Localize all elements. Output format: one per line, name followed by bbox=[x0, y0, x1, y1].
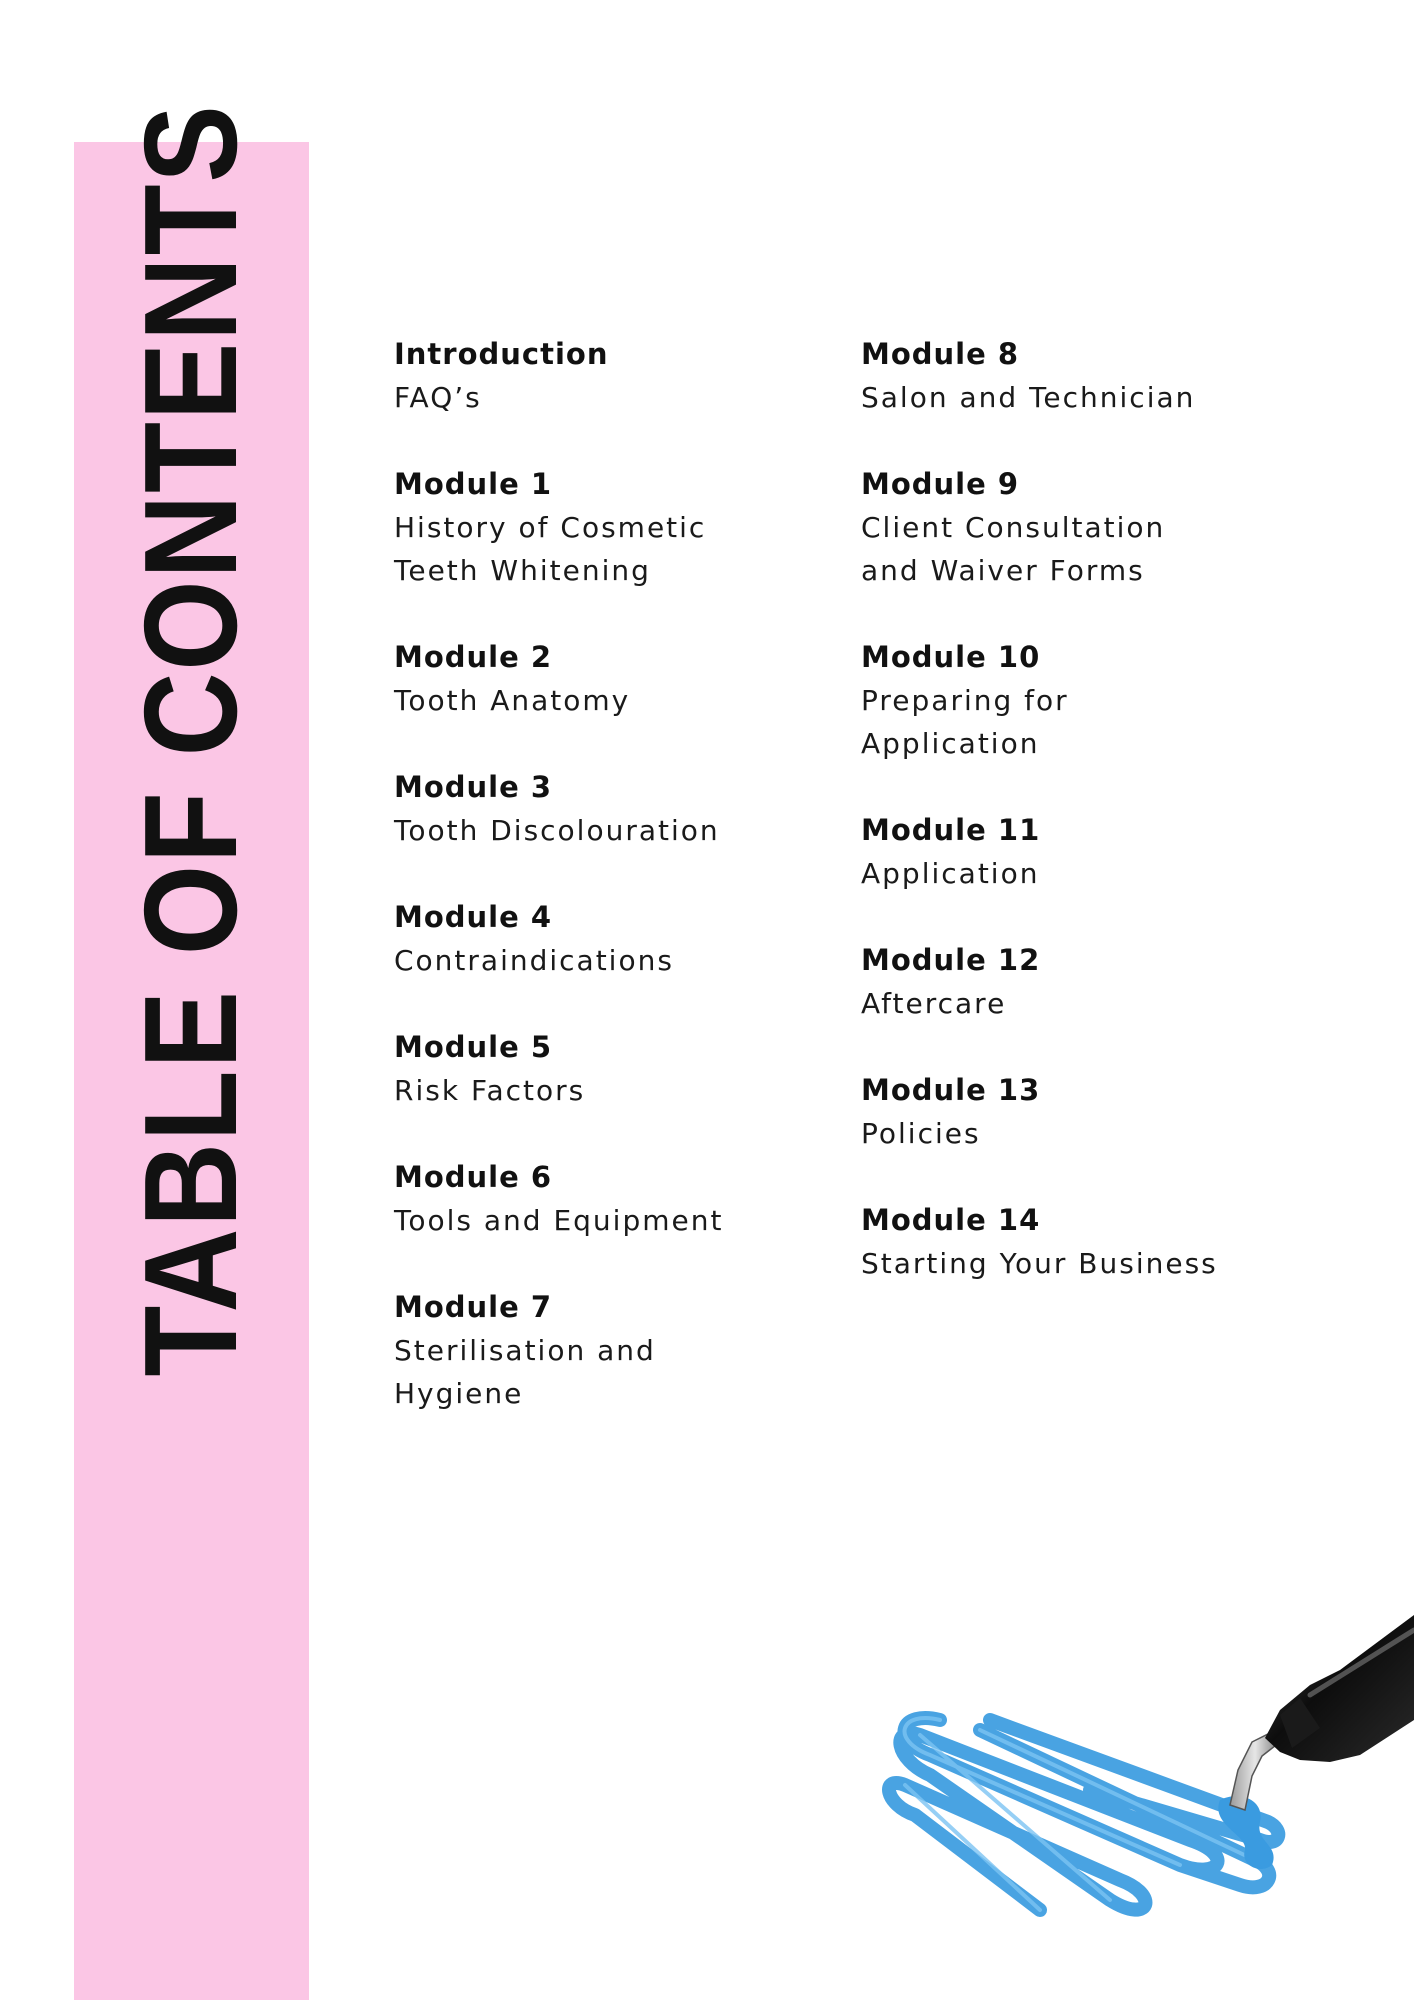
toc-entry-subtitle: Application bbox=[861, 857, 1040, 890]
toc-entry-module-2[interactable] bbox=[394, 636, 723, 722]
toc-entry-heading: Introduction bbox=[394, 337, 609, 371]
toc-entry-subtitle: Risk Factors bbox=[394, 1074, 586, 1107]
toc-entry-subtitle: Preparing for Application bbox=[861, 684, 1069, 760]
page-title bbox=[117, 17, 264, 1464]
toc-entry-introduction[interactable] bbox=[394, 333, 723, 419]
toc-entry-module-8[interactable] bbox=[861, 333, 1218, 419]
toc-entry-subtitle: Tooth Anatomy bbox=[394, 684, 631, 717]
toc-entry-heading: Module 1 bbox=[394, 467, 553, 501]
toc-entry-module-14[interactable] bbox=[861, 1199, 1218, 1285]
toc-entry-heading: Module 4 bbox=[394, 900, 553, 934]
toc-entry-subtitle: History of Cosmetic Teeth Whitening bbox=[394, 511, 707, 587]
toc-entry-heading: Module 7 bbox=[394, 1290, 553, 1324]
toc-entry-module-4[interactable] bbox=[394, 896, 723, 982]
toc-entry-module-13[interactable] bbox=[861, 1069, 1218, 1155]
toc-entry-subtitle: Contraindications bbox=[394, 944, 674, 977]
toc-entry-module-12[interactable] bbox=[861, 939, 1218, 1025]
toc-entry-heading: Module 3 bbox=[394, 770, 553, 804]
toc-entry-heading: Module 12 bbox=[861, 943, 1041, 977]
toc-entry-subtitle: Salon and Technician bbox=[861, 381, 1196, 414]
toc-entry-subtitle: FAQ’s bbox=[394, 381, 482, 414]
toc-entry-subtitle: Tooth Discolouration bbox=[394, 814, 720, 847]
toc-entry-module-6[interactable] bbox=[394, 1156, 723, 1242]
toc-entry-heading: Module 10 bbox=[861, 640, 1041, 674]
toc-entry-module-9[interactable] bbox=[861, 463, 1218, 592]
toc-entry-heading: Module 5 bbox=[394, 1030, 553, 1064]
pen-body bbox=[1265, 1615, 1414, 1762]
page-title-text: TABLE OF CONTENTS bbox=[117, 103, 264, 1377]
toc-entry-heading: Module 9 bbox=[861, 467, 1020, 501]
toc-entry-subtitle: Tools and Equipment bbox=[394, 1204, 724, 1237]
toc-entry-heading: Module 2 bbox=[394, 640, 553, 674]
toc-entry-heading: Module 11 bbox=[861, 813, 1041, 847]
toc-entry-module-11[interactable] bbox=[861, 809, 1218, 895]
toc-entry-module-5[interactable] bbox=[394, 1026, 723, 1112]
toc-entry-subtitle: Client Consultation and Waiver Forms bbox=[861, 511, 1166, 587]
toc-entry-module-7[interactable] bbox=[394, 1286, 723, 1415]
toc-entry-module-1[interactable] bbox=[394, 463, 723, 592]
toc-entry-subtitle: Aftercare bbox=[861, 987, 1007, 1020]
toc-entry-subtitle: Sterilisation and Hygiene bbox=[394, 1334, 656, 1410]
marker-pen-scribble-icon bbox=[860, 1470, 1414, 1940]
toc-entry-heading: Module 13 bbox=[861, 1073, 1041, 1107]
toc-right-column bbox=[861, 333, 1218, 1329]
toc-entry-heading: Module 6 bbox=[394, 1160, 553, 1194]
toc-entry-module-3[interactable] bbox=[394, 766, 723, 852]
toc-entry-module-10[interactable] bbox=[861, 636, 1218, 765]
toc-left-column bbox=[394, 333, 723, 1459]
toc-entry-heading: Module 14 bbox=[861, 1203, 1041, 1237]
toc-entry-heading: Module 8 bbox=[861, 337, 1020, 371]
toc-entry-subtitle: Starting Your Business bbox=[861, 1247, 1218, 1280]
toc-entry-subtitle: Policies bbox=[861, 1117, 981, 1150]
